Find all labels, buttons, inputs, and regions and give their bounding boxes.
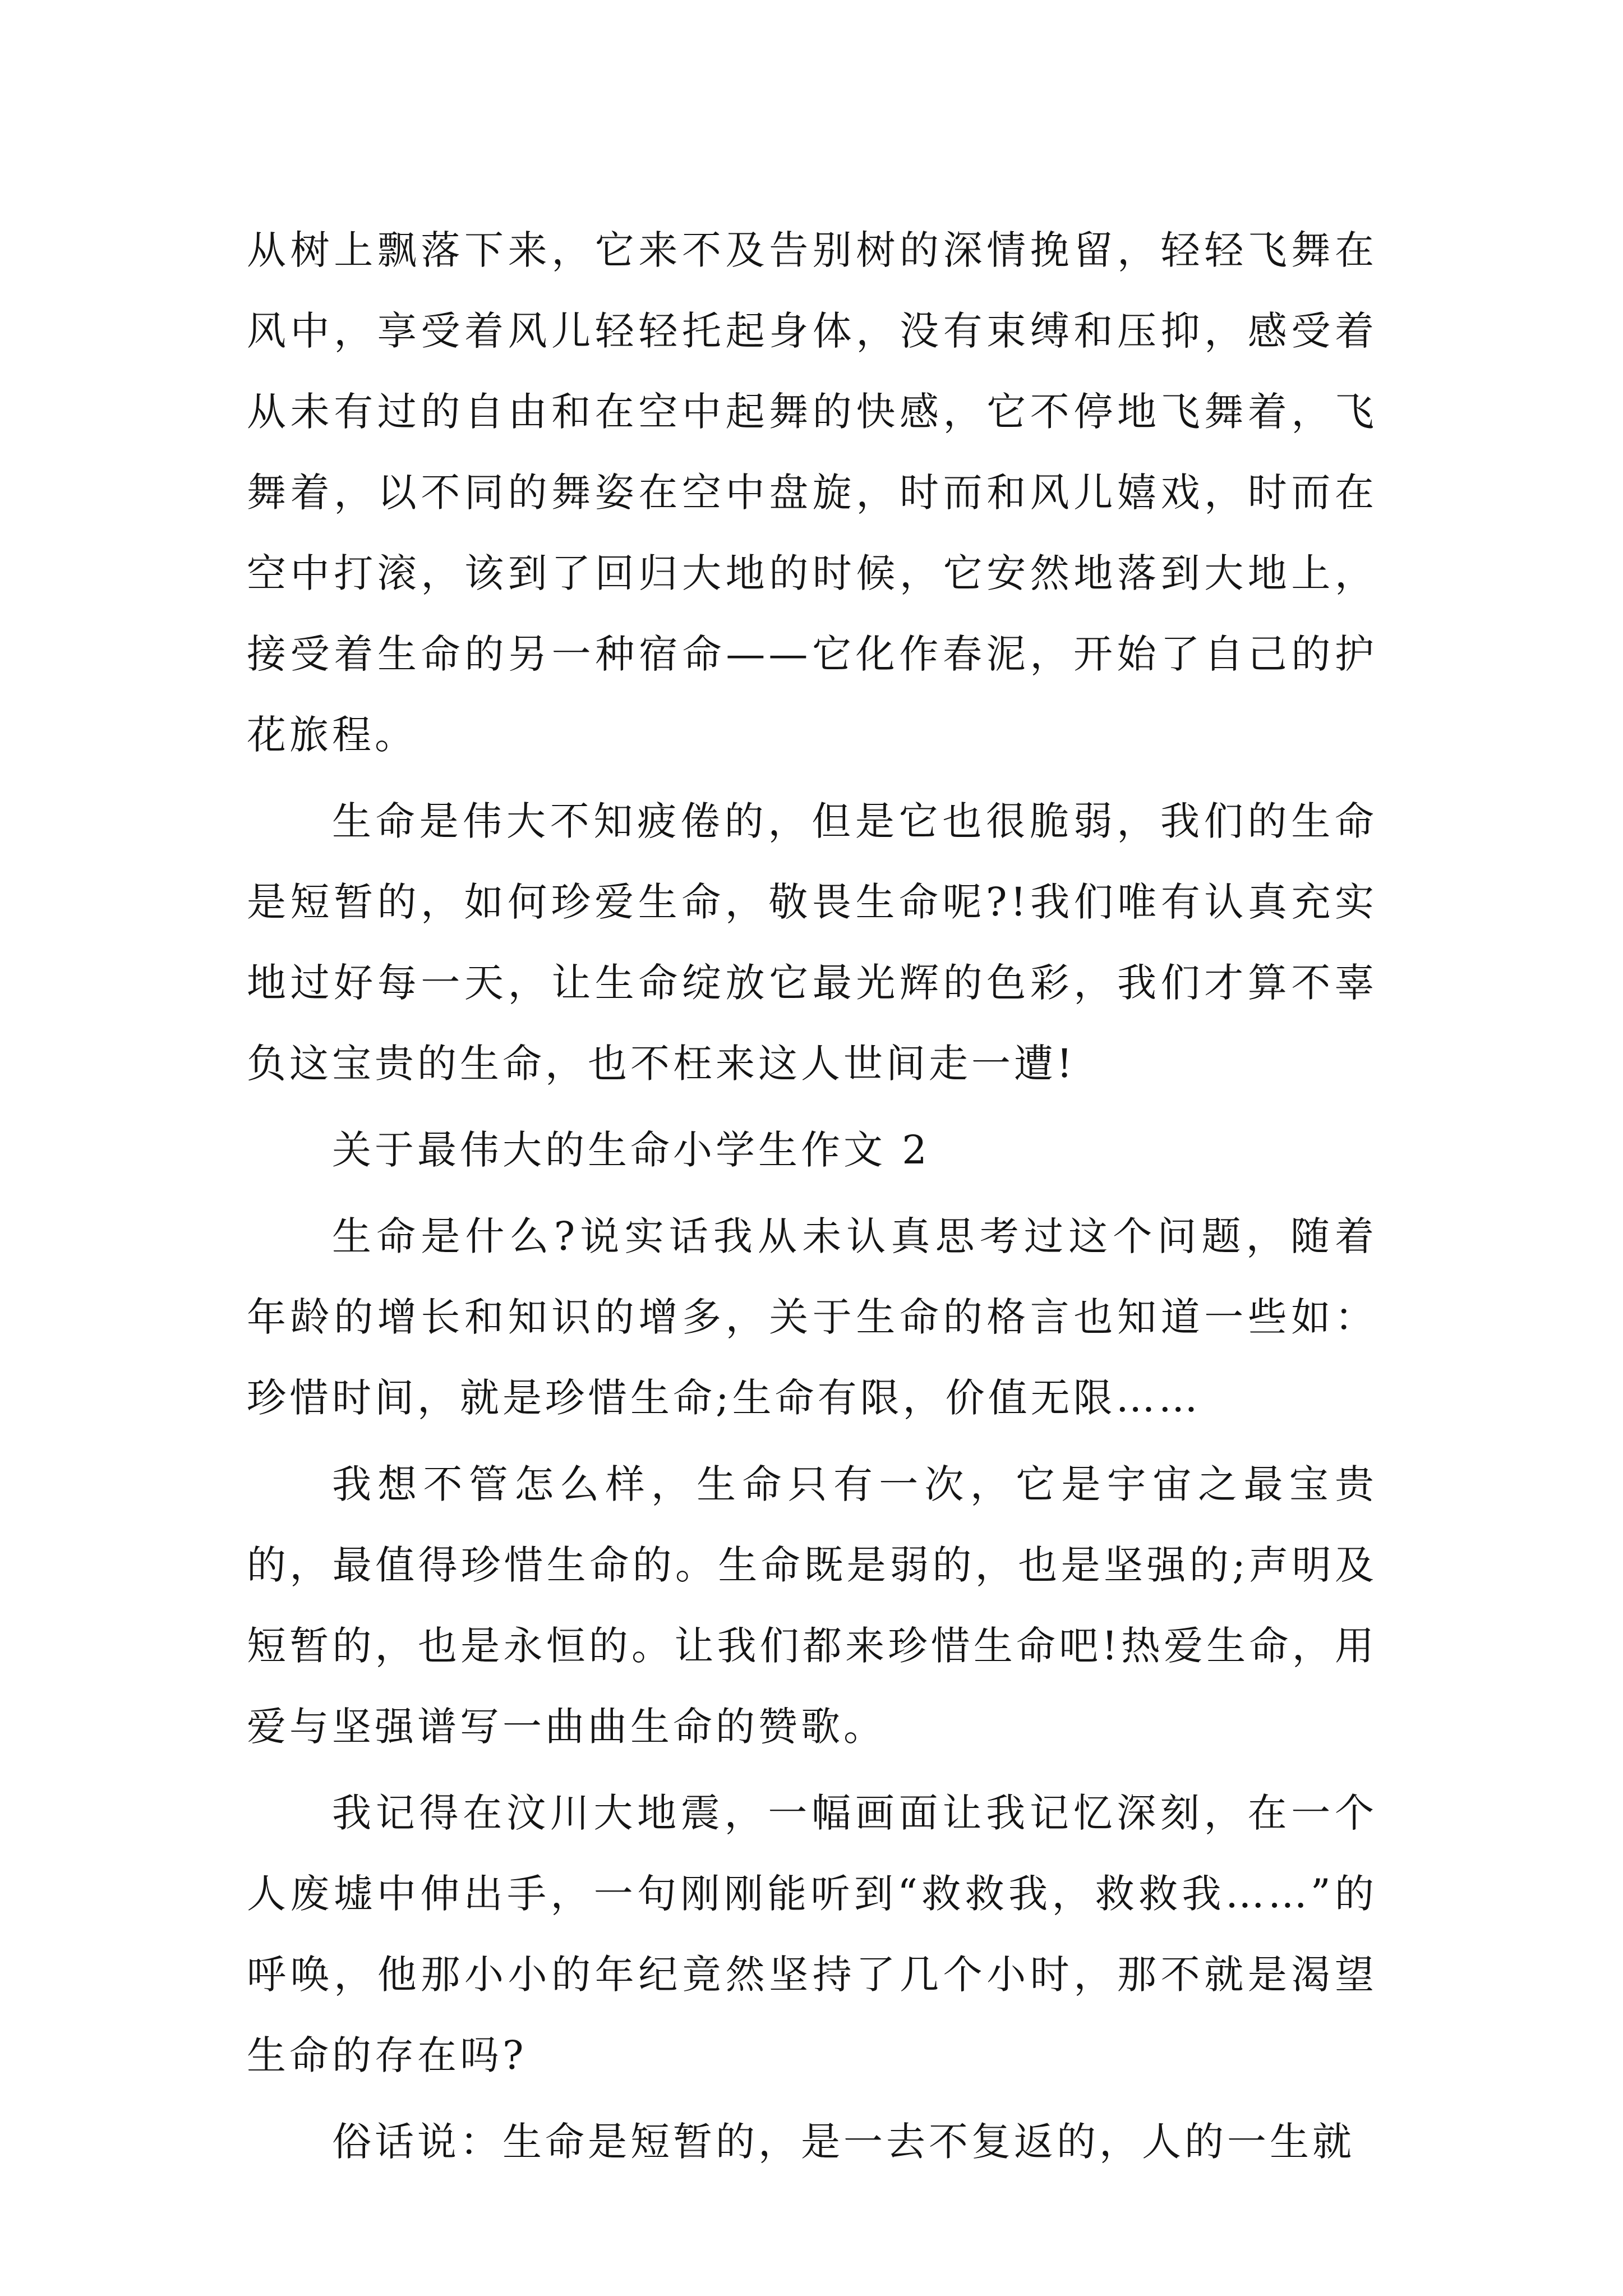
paragraph: 俗话说：生命是短暂的，是一去不复返的，人的一生就 [332, 2119, 1355, 2165]
paragraph: 生命是什么?说实话我从未认真思考过这个问题，随着年龄的增长和知识的增多，关于生命的格言也知道一些如：珍惜时间，就是珍惜生命;生命有限，价值无限…… [247, 1213, 1377, 1421]
paragraph: 我记得在汶川大地震，一幅画面让我记忆深刻，在一个人废墟中伸出手，一句刚刚能听到“救救我，救救我……”的呼唤，他那小小的年纪竟然坚持了几个小时，那不就是渴望生命的存在吗? [247, 1790, 1377, 2078]
essay-title: 关于最伟大的生命小学生作文 2 [332, 1127, 930, 1173]
essay-body [247, 210, 1377, 2182]
paragraph-continued: 从树上飘落下来，它来不及告别树的深情挽留，轻轻飞舞在风中，享受着风儿轻轻托起身体，没有束缚和压抑，感受着从未有过的自由和在空中起舞的快感，它不停地飞舞着，飞舞着，以不同的舞姿在空中盘旋，时而和风儿嬉戏，时而在空中打滚，该到了回归大地的时候，它安然地落到大地上，接受着生命的另一种宿命——它化作春泥，开始了自己的护花旅程。 [247, 227, 1377, 758]
paragraph: 我想不管怎么样，生命只有一次，它是宇宙之最宝贵的，最值得珍惜生命的。生命既是弱的，也是坚强的;声明及短暂的，也是永恒的。让我们都来珍惜生命吧!热爱生命，用爱与坚强谱写一曲曲生命的赞歌。 [247, 1461, 1377, 1750]
paragraph: 生命是伟大不知疲倦的，但是它也很脆弱，我们的生命是短暂的，如何珍爱生命，敬畏生命呢?!我们唯有认真充实地过好每一天，让生命绽放它最光辉的色彩，我们才算不辜负这宝贵的生命，也不枉来这人世间走一遭! [247, 798, 1377, 1087]
